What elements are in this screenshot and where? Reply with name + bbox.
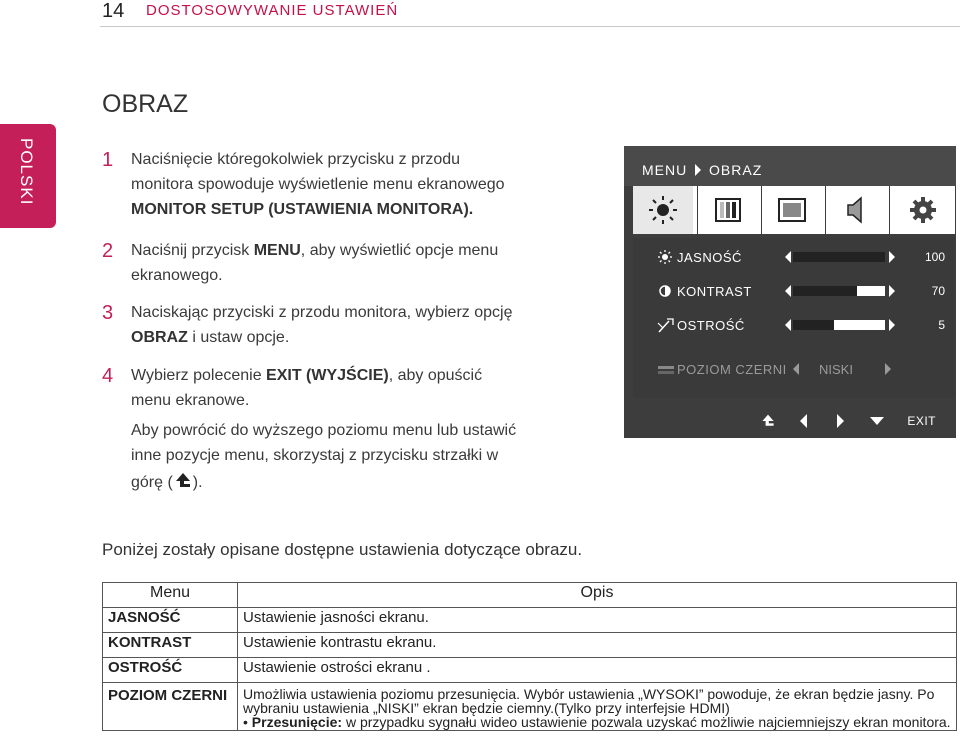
step-2-text <box>131 238 498 288</box>
step-2-line: ekranowego. <box>131 267 223 284</box>
table-header-description: Opis <box>238 583 957 608</box>
step-number: 1 <box>102 149 114 171</box>
osd-setting-label: KONTRAST <box>677 284 752 299</box>
osd-breadcrumb <box>642 162 762 178</box>
osd-row-kontrast[interactable] <box>633 274 955 308</box>
step-1-line: Naciśnięcie któregokolwiek przycisku z przodu <box>131 151 461 168</box>
brightness-icon[interactable] <box>633 186 693 234</box>
osd-exit-button[interactable]: EXIT <box>907 414 936 428</box>
step-4-text <box>131 363 482 413</box>
page-number: 14 <box>102 0 125 22</box>
osd-setting-value: 5 <box>938 318 945 332</box>
osd-row-jasność[interactable] <box>633 240 955 274</box>
osd-setting-value: 70 <box>931 284 945 298</box>
step-4-text-pre: Wybierz polecenie <box>131 367 267 384</box>
table-row <box>103 683 957 731</box>
black-level-icon <box>657 364 675 376</box>
table-cell-desc: Ustawienie jasności ekranu. <box>238 608 957 633</box>
step-3-text-post: i ustaw opcje. <box>187 329 290 346</box>
step-1-text <box>131 147 505 222</box>
osd-title-bar <box>624 146 956 186</box>
step-4-line: menu ekranowe. <box>131 392 250 409</box>
contrast-icon <box>657 283 673 304</box>
screen-icon[interactable] <box>761 186 822 234</box>
table-header-menu: Menu <box>103 583 238 608</box>
settings-table <box>102 582 957 731</box>
osd-menu-label: MENU <box>642 162 688 178</box>
osd-black-level-value: NISKI <box>819 362 853 377</box>
arrow-left-icon[interactable] <box>785 319 791 331</box>
table-cell-key: POZIOM CZERNI <box>103 683 238 731</box>
arrow-left-icon[interactable] <box>785 285 791 297</box>
osd-button-bar <box>624 402 956 438</box>
sharpness-icon <box>657 317 675 338</box>
black-level-bullet: • Przesunięcie: w przypadku sygnału wideo ustawienie pozwala uzyskać możliwie najciemniejszy ekran monitora. <box>243 714 951 730</box>
return-note-post: ). <box>192 474 203 491</box>
return-note-line: inne pozycje menu, skorzystaj z przycisku strzałki w <box>131 447 499 464</box>
sun-icon <box>657 249 673 270</box>
osd-slider-fill <box>793 286 857 296</box>
arrow-right-icon[interactable] <box>889 251 895 263</box>
bullet-text: w przypadku sygnału wideo ustawienie pozwala uzyskać możliwie najciemniejszy ekran monitora. <box>342 714 951 730</box>
step-4-bold: EXIT (WYJŚCIE) <box>266 367 389 384</box>
osd-menu-illustration <box>624 146 956 438</box>
osd-slider-track[interactable] <box>793 252 885 262</box>
page-title: OBRAZ <box>102 90 189 118</box>
step-number: 4 <box>102 365 114 387</box>
settings-gear-icon[interactable] <box>889 186 950 234</box>
osd-slider-track[interactable] <box>793 286 885 296</box>
language-label: POLSKI <box>17 138 36 206</box>
table-row <box>103 658 957 683</box>
table-cell-key: KONTRAST <box>103 633 238 658</box>
step-4-text-post: , aby opuścić <box>388 367 483 384</box>
table-cell-desc: Ustawienie kontrastu ekranu. <box>238 633 957 658</box>
step-3-text <box>131 300 512 350</box>
table-cell-desc <box>238 683 957 731</box>
table-cell-desc: Ustawienie ostrości ekranu . <box>238 658 957 683</box>
osd-tab-bar <box>633 186 955 234</box>
table-cell-key: JASNOŚĆ <box>103 608 238 633</box>
step-2-text-post: , aby wyświetlić opcje menu <box>300 242 499 259</box>
step-3-bold: OBRAZ <box>131 329 188 346</box>
language-side-tab <box>0 124 56 228</box>
step-1-bold: MONITOR SETUP (USTAWIENIA MONITORA). <box>131 201 474 218</box>
osd-slider-track[interactable] <box>793 320 885 330</box>
arrow-right-icon[interactable] <box>835 414 845 428</box>
osd-row-ostrość[interactable] <box>633 308 955 342</box>
osd-setting-label: OSTROŚĆ <box>677 318 745 333</box>
arrow-left-icon <box>793 363 799 375</box>
osd-slider-fill <box>793 320 834 330</box>
osd-setting-label: JASNOŚĆ <box>677 250 742 265</box>
black-level-description: Umożliwia ustawienia poziomu przesunięcia. Wybór ustawienia „WYSOKI” powoduje, że ekran będzie jasny. Po wybraniu ustawienia „NISKI” ekran będzie ciemny.(Tylko przy interfejsie HDMI) <box>243 686 935 716</box>
osd-slider-fill <box>793 252 885 262</box>
step-2-bold: MENU <box>253 242 301 259</box>
step-2-text-pre: Naciśnij przycisk <box>131 242 254 259</box>
picture-mode-icon[interactable] <box>697 186 758 234</box>
bullet-bold: Przesunięcie: <box>251 714 343 730</box>
step-3-line: Naciskając przyciski z przodu monitora, wybierz opcję <box>131 304 513 321</box>
arrow-left-icon[interactable] <box>799 414 809 428</box>
sound-icon[interactable] <box>825 186 886 234</box>
step-number: 2 <box>102 240 114 262</box>
osd-current-label: OBRAZ <box>709 162 763 178</box>
table-row <box>103 608 957 633</box>
up-arrow-icon[interactable] <box>760 413 776 429</box>
step-number: 3 <box>102 302 114 324</box>
return-note <box>131 418 516 495</box>
table-cell-key: OSTROŚĆ <box>103 658 238 683</box>
osd-settings-panel <box>633 238 955 398</box>
arrow-down-icon[interactable] <box>870 416 884 426</box>
header-divider <box>100 26 960 27</box>
chevron-right-icon <box>694 164 702 176</box>
table-intro: Poniżej zostały opisane dostępne ustawienia dotyczące obrazu. <box>102 540 583 559</box>
step-1-line: monitora spowoduje wyświetlenie menu ekranowego <box>131 176 505 193</box>
arrow-right-icon[interactable] <box>889 319 895 331</box>
arrow-right-icon <box>885 363 891 375</box>
up-arrow-icon <box>173 472 193 490</box>
osd-setting-value: 100 <box>924 250 945 264</box>
return-note-line: Aby powrócić do wyższego poziomu menu lub ustawić <box>131 422 517 439</box>
arrow-right-icon[interactable] <box>889 285 895 297</box>
arrow-left-icon[interactable] <box>785 251 791 263</box>
osd-row-black-level[interactable] <box>633 352 955 386</box>
osd-black-level-label: POZIOM CZERNI <box>677 362 787 377</box>
section-header: DOSTOSOWYWANIE USTAWIEŃ <box>146 2 399 19</box>
return-note-pre: górę ( <box>131 474 173 491</box>
table-row <box>103 633 957 658</box>
